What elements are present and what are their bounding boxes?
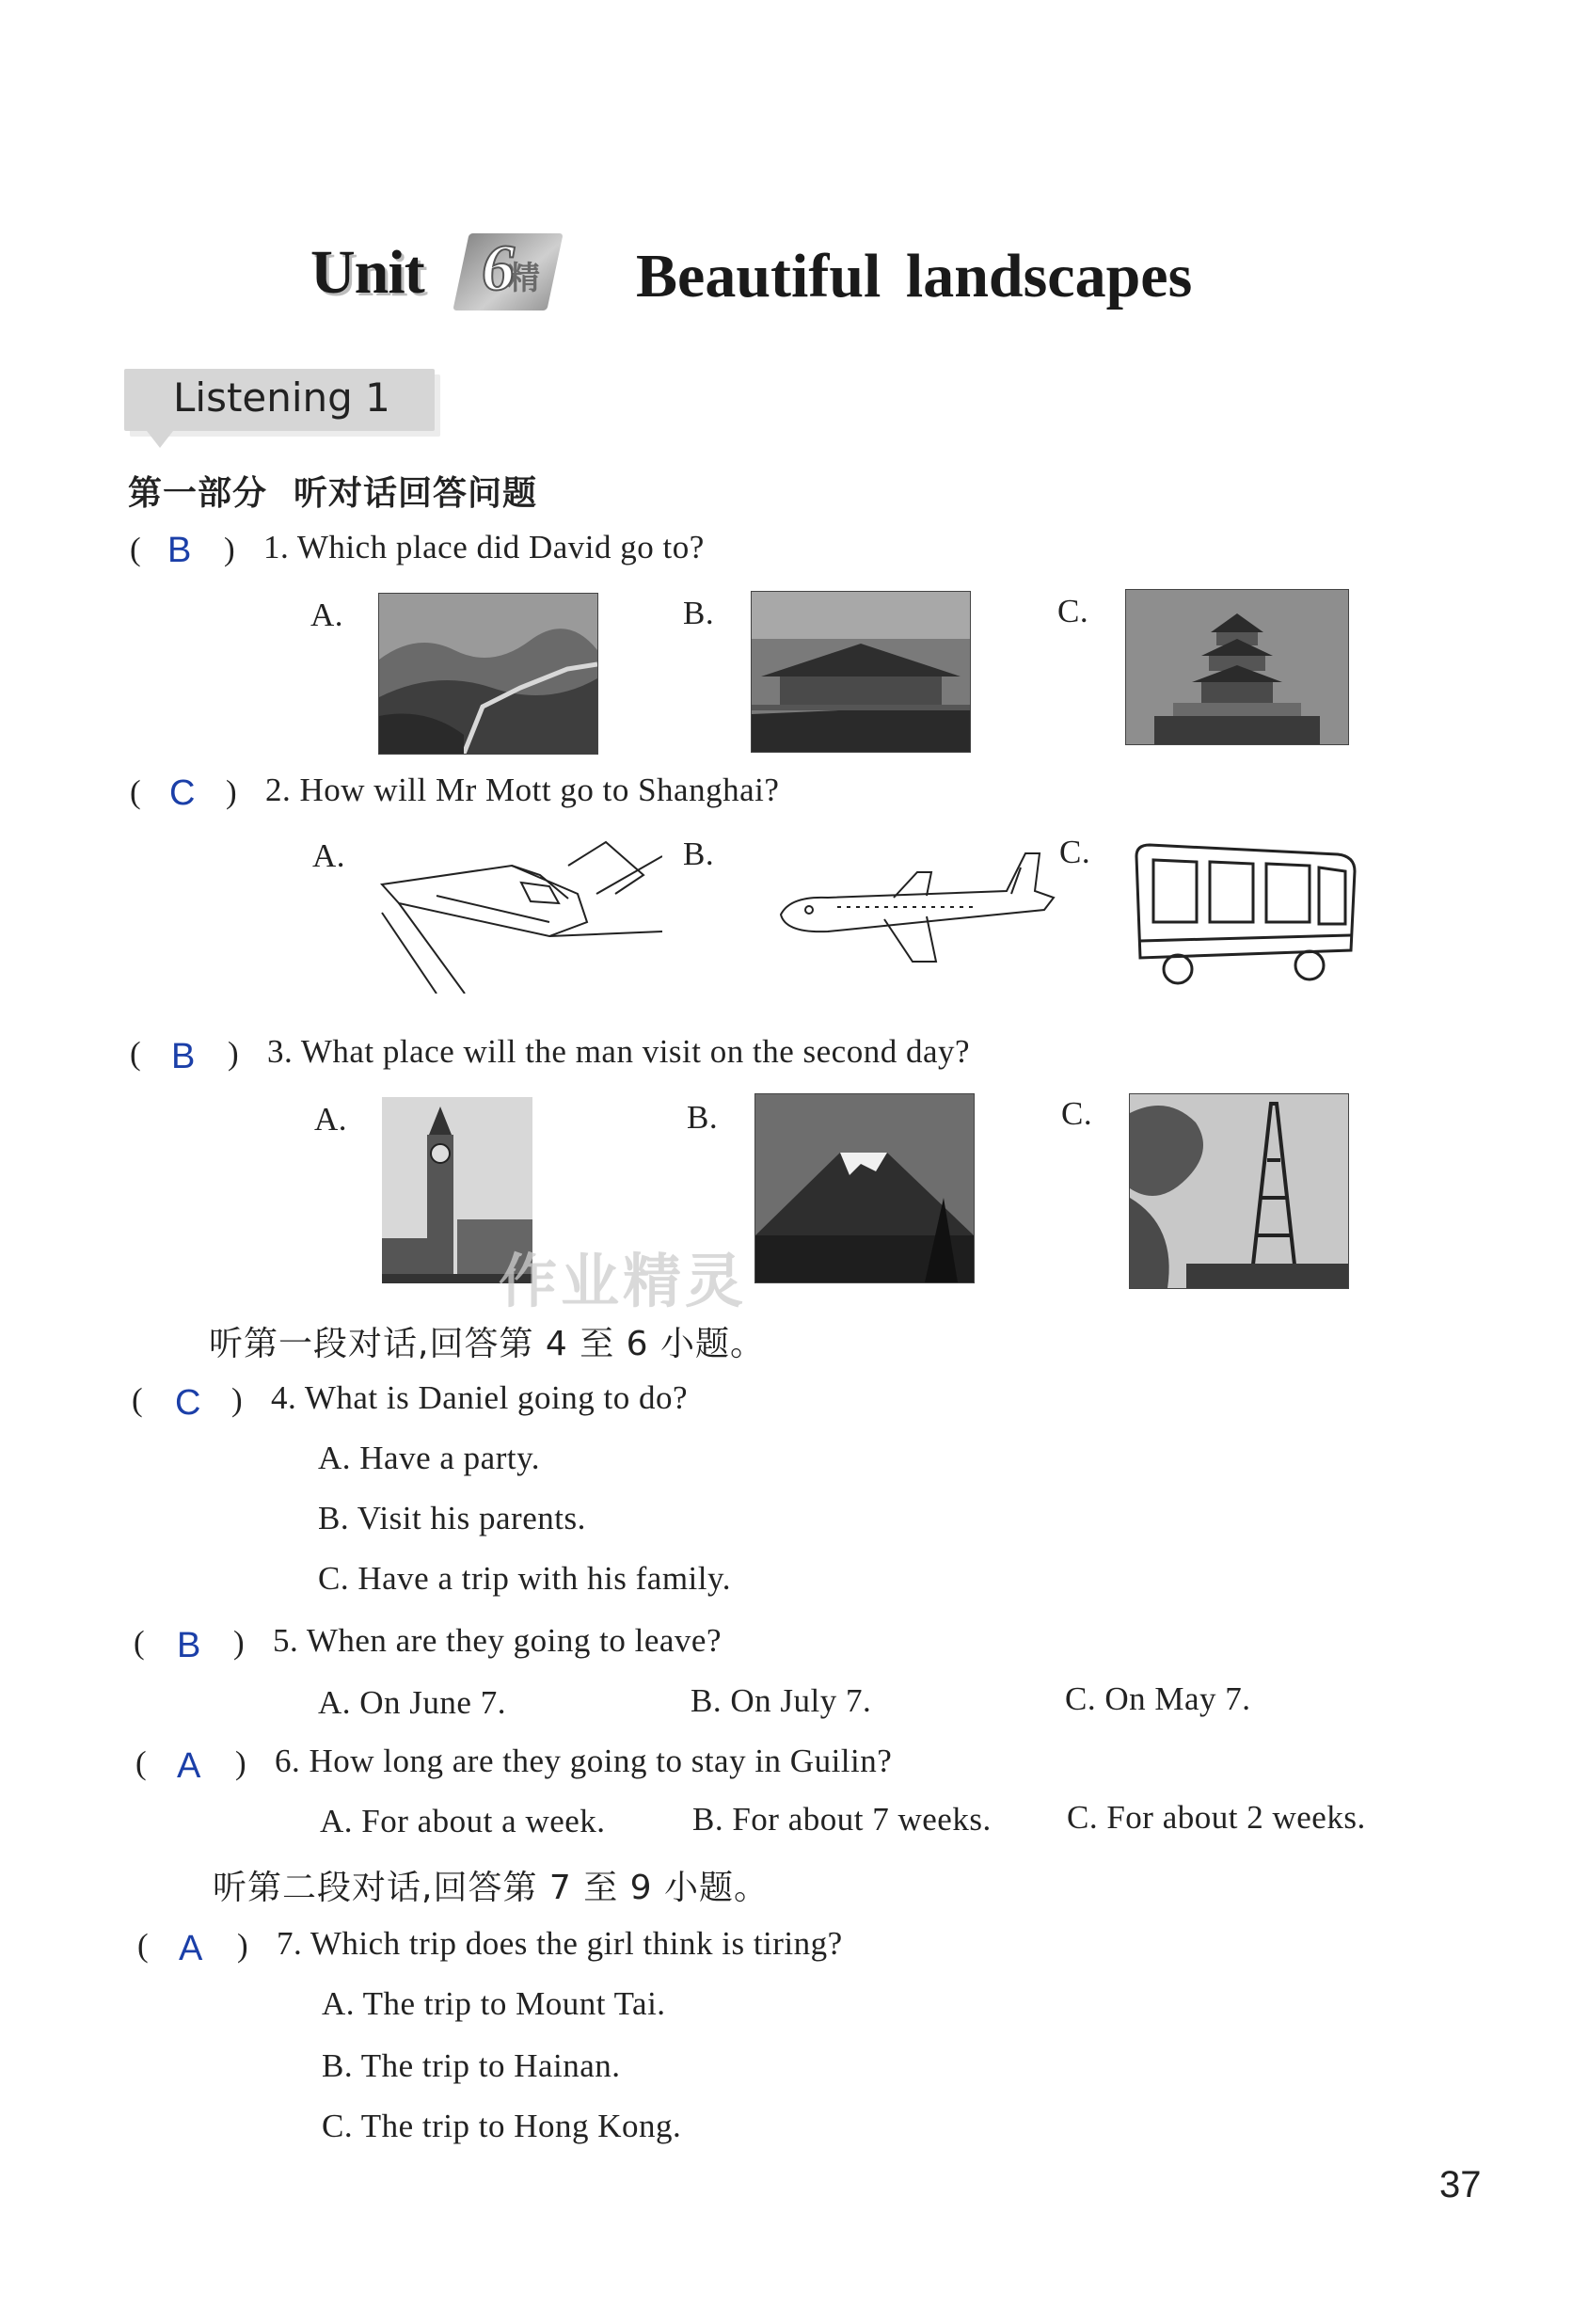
answer-q1: B (167, 531, 192, 570)
paren-open: ( (137, 1927, 149, 1964)
q4-option-a: A. Have a party. (318, 1440, 541, 1476)
question-5: 5. When are they going to leave? (273, 1622, 722, 1659)
temple-of-heaven-photo (1125, 589, 1349, 745)
paren-open: ( (135, 1744, 147, 1781)
watermark-text: 作业精灵 (499, 1247, 748, 1315)
tokyo-tower-photo (1129, 1093, 1349, 1289)
answer-q2: C (169, 773, 196, 813)
high-speed-train-drawing (380, 837, 662, 994)
q6-option-b: B. For about 7 weeks. (692, 1801, 992, 1838)
q6-option-a: A. For about a week. (320, 1803, 606, 1839)
paren-close: ) (224, 531, 235, 567)
q1-option-a-label: A. (310, 597, 344, 633)
part-heading-label: 第一部分 (128, 474, 268, 513)
dialogue-2-note: 听第二段对话,回答第 7 至 9 小题。 (213, 1869, 770, 1907)
question-6: 6. How long are they going to stay in Guilin? (275, 1743, 893, 1779)
answer-q4: C (175, 1383, 201, 1423)
paren-open: ( (134, 1624, 145, 1661)
paren-close: ) (226, 773, 237, 810)
page-number: 37 (1439, 2164, 1482, 2205)
answer-q7: A (179, 1929, 203, 1968)
q1-option-c-label: C. (1057, 593, 1089, 629)
question-2: 2. How will Mr Mott go to Shanghai? (265, 772, 780, 808)
answer-q5: B (177, 1626, 201, 1665)
bus-drawing (1131, 837, 1360, 988)
forbidden-city-photo (751, 591, 971, 753)
q4-option-b: B. Visit his parents. (318, 1500, 586, 1536)
q7-option-a: A. The trip to Mount Tai. (322, 1985, 666, 2022)
q5-option-c: C. On May 7. (1065, 1680, 1251, 1717)
page-title: Beautiful landscapes (636, 242, 1193, 310)
q3-option-c-label: C. (1061, 1095, 1093, 1132)
paren-close: ) (233, 1624, 245, 1661)
mount-fuji-photo (754, 1093, 975, 1283)
answer-q3: B (171, 1037, 196, 1076)
paren-close: ) (237, 1927, 248, 1964)
paren-open: ( (132, 1381, 143, 1418)
paren-close: ) (228, 1035, 239, 1072)
paren-open: ( (130, 773, 141, 810)
question-3: 3. What place will the man visit on the second day? (267, 1033, 971, 1070)
unit-logo-char: 精 (508, 260, 540, 297)
unit-word: Unit (310, 238, 424, 307)
q4-option-c: C. Have a trip with his family. (318, 1560, 731, 1597)
q7-option-b: B. The trip to Hainan. (322, 2047, 621, 2084)
question-1: 1. Which place did David go to? (263, 529, 705, 565)
q2-option-c-label: C. (1059, 834, 1091, 870)
q2-option-a-label: A. (312, 837, 346, 874)
q7-option-c: C. The trip to Hong Kong. (322, 2108, 682, 2144)
q5-option-b: B. On July 7. (691, 1682, 872, 1719)
paren-open: ( (130, 1035, 141, 1072)
question-4: 4. What is Daniel going to do? (271, 1379, 689, 1416)
q1-option-b-label: B. (683, 595, 715, 631)
q3-option-a-label: A. (314, 1101, 348, 1138)
question-7: 7. Which trip does the girl think is tiring? (277, 1925, 843, 1962)
part-heading-text: 听对话回答问题 (294, 474, 538, 513)
great-wall-photo (378, 593, 598, 755)
paren-close: ) (231, 1381, 243, 1418)
dialogue-1-note: 听第一段对话,回答第 4 至 6 小题。 (209, 1325, 766, 1363)
q5-option-a: A. On June 7. (318, 1684, 506, 1721)
paren-open: ( (130, 531, 141, 567)
q2-option-b-label: B. (683, 836, 715, 872)
unit-number: 6 (482, 232, 515, 305)
q3-option-b-label: B. (687, 1099, 719, 1136)
paren-close: ) (235, 1744, 246, 1781)
answer-q6: A (177, 1746, 201, 1786)
section-tab-label: Listening 1 (173, 374, 390, 421)
q6-option-c: C. For about 2 weeks. (1067, 1799, 1366, 1836)
airplane-drawing (771, 839, 1059, 967)
part-heading (128, 467, 537, 515)
